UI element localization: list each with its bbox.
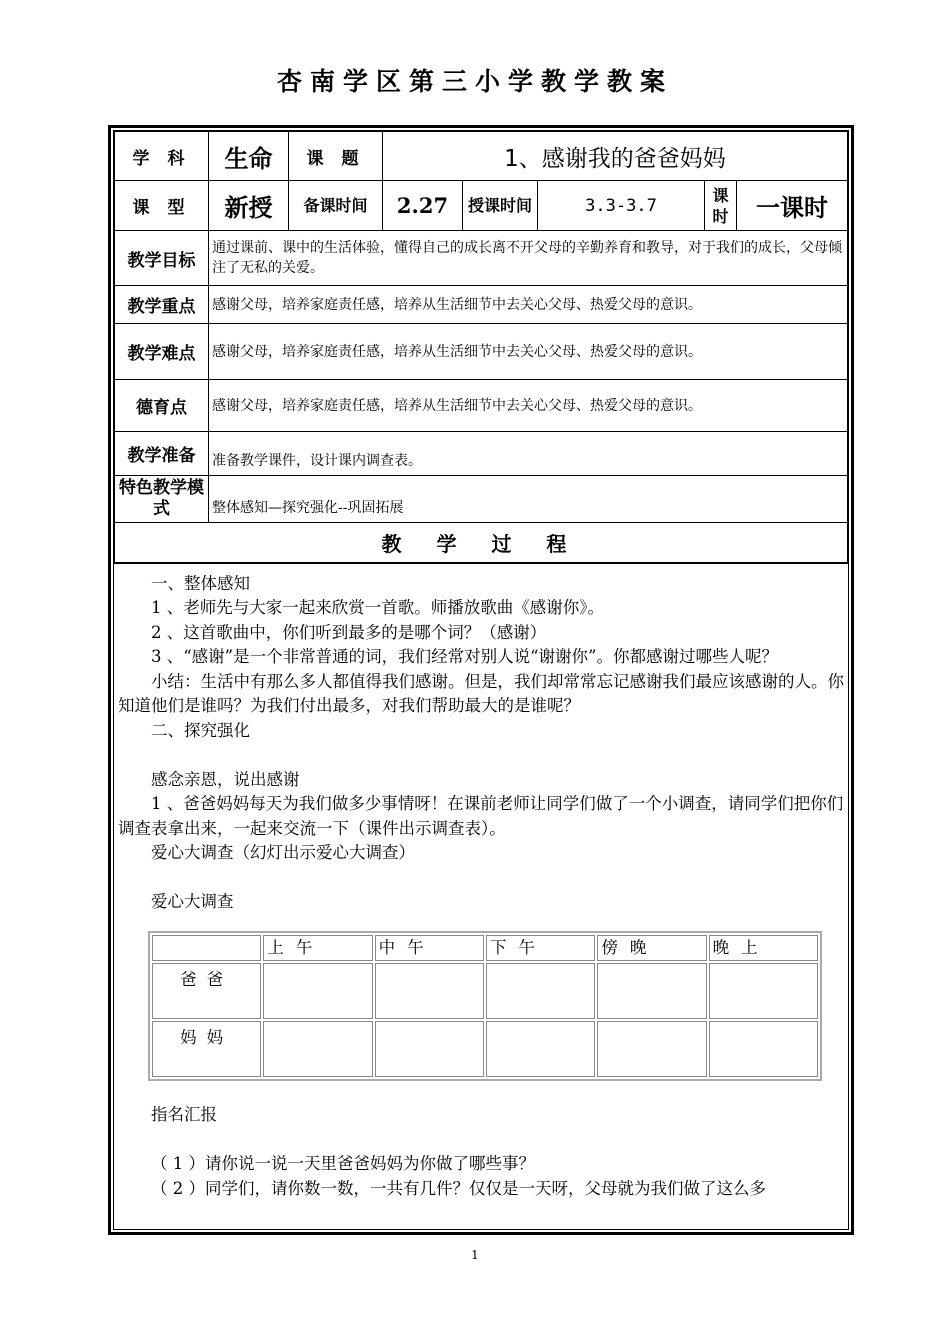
moral-point-text: 感谢父母，培养家庭责任感，培养从生活细节中去关心父母、热爱父母的意识。: [209, 380, 848, 432]
teach-time-label: 授课时间: [463, 181, 538, 231]
survey-col-header: [152, 935, 261, 962]
key-point-label: 教学重点: [115, 286, 209, 324]
survey-table: [148, 931, 822, 1082]
paragraph: （ 2 ）同学们，请你数一数，一共有几件？仅仅是一天呀，父母就为我们做了这么多: [151, 1178, 766, 1198]
survey-cell: [486, 963, 595, 1019]
survey-table-wrap: [148, 931, 822, 1082]
prep-time-label: 备课时间: [289, 181, 383, 231]
subject-label: 学 科: [115, 132, 209, 181]
section-heading: 二、探究强化: [151, 720, 250, 740]
survey-cell: [486, 1021, 595, 1077]
paragraph: 爱心大调查（幻灯出示爱心大调查）: [151, 843, 415, 862]
teach-time-value: 3.3-3.7: [538, 181, 705, 231]
prep-time-value: 2.27: [383, 181, 463, 231]
subject-value: 生命: [209, 132, 289, 181]
topic-value: 1、感谢我的爸爸妈妈: [383, 132, 848, 181]
survey-col-header: 傍晚: [597, 935, 706, 962]
difficulty-text: 感谢父母，培养家庭责任感，培养从生活细节中去关心父母、热爱父母的意识。: [209, 324, 848, 380]
survey-col-header: 上午: [263, 935, 372, 962]
teaching-mode-label: 特色教学模式: [115, 476, 209, 523]
section-heading: 一、整体感知: [151, 573, 250, 593]
survey-cell: [375, 1021, 484, 1077]
survey-row-label: 爸爸: [152, 963, 261, 1019]
survey-col-header: 晚上: [709, 935, 818, 962]
process-content: [114, 564, 848, 1202]
type-label: 课 型: [115, 181, 209, 231]
paragraph: 小结：生活中有那么多人都值得我们感谢。但是，我们却常常忘记感谢我们最应该感谢的人。你知道他们是谁吗？为我们付出最多，对我们帮助最大的是谁呢？: [118, 671, 844, 715]
period-label: 课时: [705, 181, 737, 231]
paragraph: 感念亲恩，说出感谢: [151, 769, 300, 789]
survey-cell: [709, 1021, 818, 1077]
survey-cell: [597, 1021, 706, 1077]
survey-row: [152, 963, 818, 1019]
page-number: 1: [471, 1248, 479, 1262]
key-point-text: 感谢父母，培养家庭责任感，培养从生活细节中去关心父母、热爱父母的意识。: [209, 286, 848, 324]
paragraph: 2 、这首歌曲中，你们听到最多的是哪个词？（感谢）: [151, 622, 547, 642]
survey-cell: [375, 963, 484, 1019]
lesson-plan-frame: [108, 125, 854, 1235]
paragraph: 3 、“感谢”是一个非常普通的词，我们经常对别人说“谢谢你”。你都感谢过哪些人呢？: [151, 647, 778, 666]
preparation-label: 教学准备: [115, 432, 209, 476]
type-value: 新授: [209, 181, 289, 231]
topic-label: 课 题: [289, 132, 383, 181]
goal-label: 教学目标: [115, 231, 209, 286]
moral-point-label: 德育点: [115, 380, 209, 432]
survey-col-header: 中午: [375, 935, 484, 962]
survey-col-header: 下午: [486, 935, 595, 962]
survey-cell: [709, 963, 818, 1019]
survey-cell: [263, 1021, 372, 1077]
goal-text: 通过课前、课中的生活体验，懂得自己的成长离不开父母的辛勤养育和教导，对于我们的成长，父母倾注了无私的关爱。: [209, 231, 848, 286]
preparation-text: 准备教学课件，设计课内调查表。: [209, 432, 848, 476]
paragraph: 1 、爸爸妈妈每天为我们做多少事情呀！在课前老师让同学们做了一个小调查，请同学们把你们调查表拿出来，一起来交流一下（课件出示调查表）。: [118, 794, 844, 838]
lesson-plan-inner: [113, 130, 849, 1230]
survey-header-row: [152, 935, 818, 962]
survey-title: 爱心大调查: [151, 892, 234, 911]
document-title: 杏南学区第三小学教学教案: [276, 67, 673, 96]
paragraph: （ 1 ）请你说一说一天里爸爸妈妈为你做了哪些事？: [151, 1154, 535, 1173]
period-value: 一课时: [737, 181, 848, 231]
difficulty-label: 教学难点: [115, 324, 209, 380]
lesson-info-table: [114, 131, 848, 564]
paragraph: 指名汇报: [151, 1105, 217, 1124]
survey-row-label: 妈妈: [152, 1021, 261, 1077]
paragraph: 1 、老师先与大家一起来欣赏一首歌。师播放歌曲《感谢你》。: [151, 598, 604, 617]
survey-row: [152, 1021, 818, 1077]
teaching-mode-text: 整体感知—探究强化--巩固拓展: [209, 476, 848, 523]
survey-cell: [263, 963, 372, 1019]
survey-cell: [597, 963, 706, 1019]
process-heading: 教 学 过 程: [115, 523, 848, 563]
